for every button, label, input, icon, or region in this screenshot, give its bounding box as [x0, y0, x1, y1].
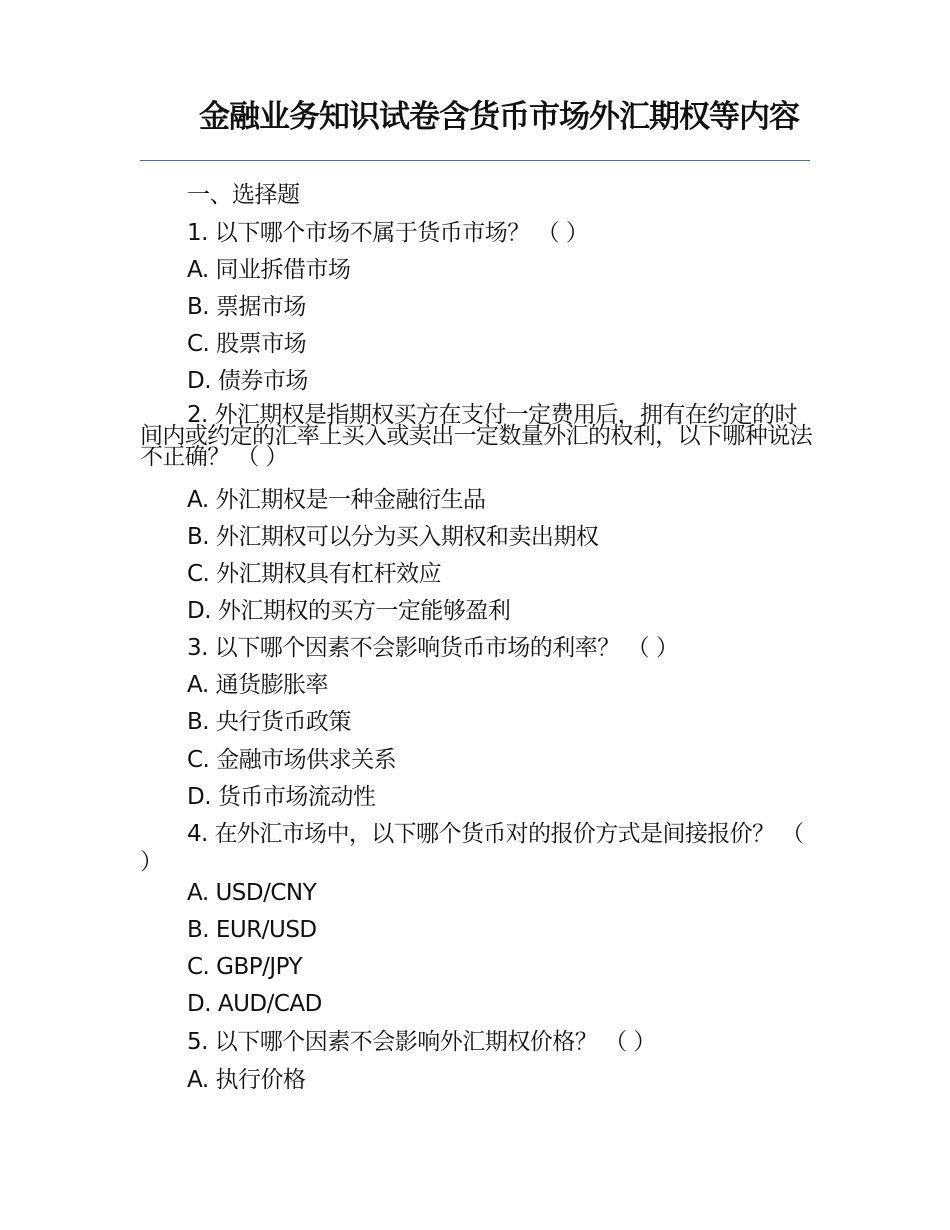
question-option: A. USD/CNY [187, 880, 317, 906]
question-option: C. GBP/JPY [187, 954, 303, 980]
section-heading: 一、选择题 [187, 182, 300, 208]
question-option: A. 通货膨胀率 [187, 672, 328, 698]
question-option: B. 票据市场 [187, 294, 306, 320]
question-stem: 5. 以下哪个因素不会影响外汇期权价格？ （ ） [187, 1029, 656, 1055]
question-option: C. 外汇期权具有杠杆效应 [187, 561, 442, 587]
question-option: C. 金融市场供求关系 [187, 747, 397, 773]
question-option: C. 股票市场 [187, 331, 307, 357]
title-divider [140, 160, 810, 161]
question-option: D. 货币市场流动性 [187, 784, 376, 810]
question-option: B. 外汇期权可以分为买入期权和卖出期权 [187, 524, 599, 550]
question-stem: 3. 以下哪个因素不会影响货币市场的利率？ （ ） [187, 635, 679, 661]
question-option: D. 债券市场 [187, 368, 308, 394]
question-option: A. 执行价格 [187, 1067, 306, 1093]
question-stem: 4. 在外汇市场中，以下哪个货币对的报价方式是间接报价？ （ ） [140, 821, 804, 875]
question-stem: 1. 以下哪个市场不属于货币市场？ （ ） [187, 220, 589, 246]
question-option: B. 央行货币政策 [187, 709, 351, 735]
question-option: A. 同业拆借市场 [187, 257, 351, 283]
question-stem: 2. 外汇期权是指期权买方在支付一定费用后，拥有在约定的时间内或约定的汇率上买入或卖出一定数量外汇的权利，以下哪种说法不正确？ （ ） [140, 402, 813, 470]
document-title: 金融业务知识试卷含货币市场外汇期权等内容 [199, 99, 799, 135]
question-option: A. 外汇期权是一种金融衍生品 [187, 487, 486, 513]
question-option: D. 外汇期权的买方一定能够盈利 [187, 598, 511, 624]
question-option: D. AUD/CAD [187, 991, 322, 1017]
question-option: B. EUR/USD [187, 917, 317, 943]
